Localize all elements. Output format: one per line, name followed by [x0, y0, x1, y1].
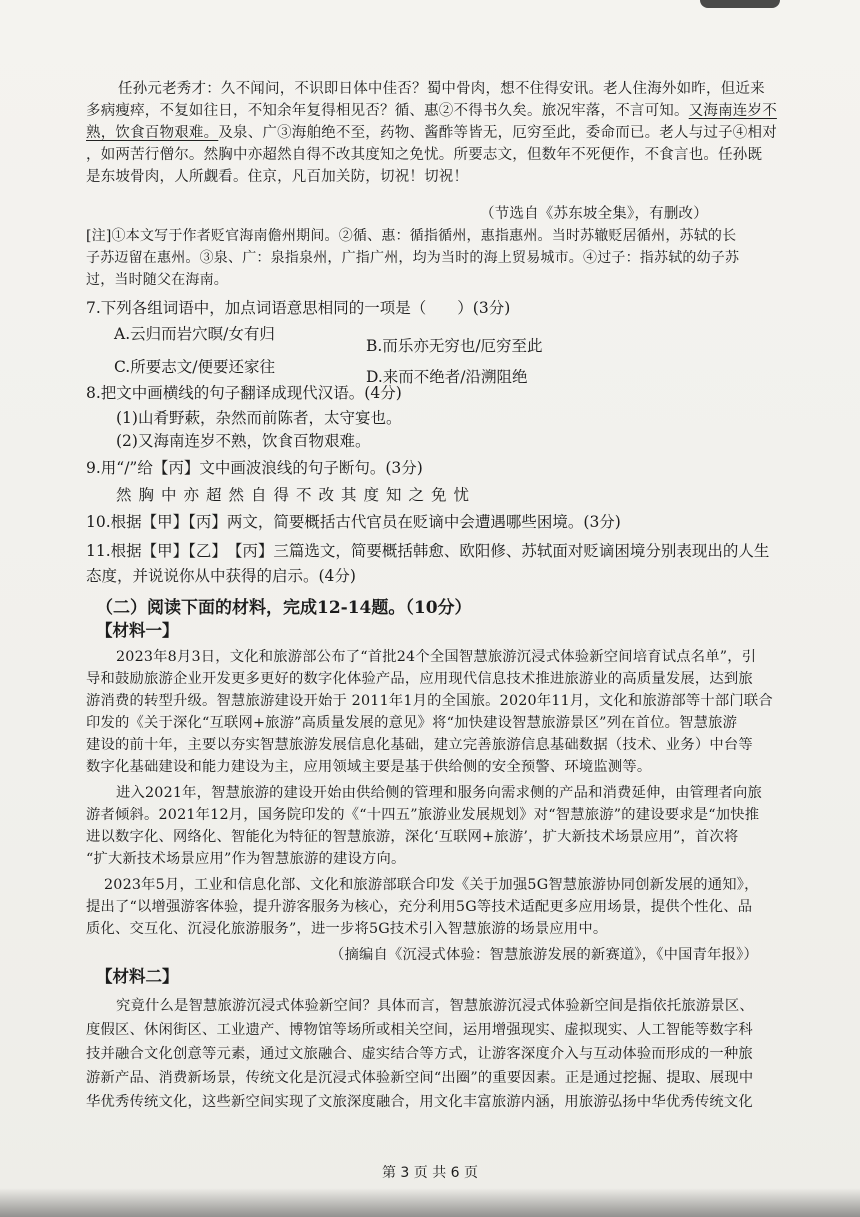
page-bottom-shadow [0, 1188, 860, 1217]
material-1-line-10: “扩大新技术场景应用”作为智慧旅游的建设方向。 [86, 851, 406, 867]
q9-sentence: 然胸中亦超然自得不改其度知之免忧 [116, 486, 477, 504]
material-2-line-1: 究竟什么是智慧旅游沉浸式体验新空间？具体而言，智慧旅游沉浸式体验新空间是指依托旅游景区、 [116, 998, 754, 1014]
letter-line-4: ，如两苦行僧尔。然胸中亦超然自得不改其度知之免忧。所要志文，但数年不死便作，不食言也。任孙既 [86, 147, 763, 163]
page-number-footer: 第 3 页 共 6 页 [381, 1165, 479, 1181]
underlined-sentence-part-1: 又海南连岁不 [688, 103, 777, 119]
material-1-line-6: 数字化基础建设和能力建设为主，应用领域主要是基于供给侧的安全预警、环境监测等。 [86, 759, 652, 775]
letter-line-2 [86, 100, 798, 122]
letter-line-1: 任孙元老秀才：久不闻问，不识即日体中佳否？蜀中骨肉，想不住得安讯。老人住海外如昨，但近来 [118, 81, 765, 97]
section-2-title: （二）阅读下面的材料，完成12-14题。（10分） [96, 598, 472, 618]
material-2-line-5: 华优秀传统文化，这些新空间实现了文旅深度融合，用文化丰富旅游内涵，用旅游弘扬中华优秀传统文化 [86, 1094, 753, 1110]
letter-line-3 [86, 122, 798, 144]
page-edge-shadow [700, 0, 780, 8]
underlined-sentence-part-2: 熟，饮食百物艰难。 [86, 125, 219, 141]
material-1-line-13: 质化、交互化、沉浸化旅游服务”，进一步将5G技术引入智慧旅游的场景应用中。 [86, 921, 608, 937]
q8-item-1: (1)山肴野蔌，杂然而前陈者，太守宴也。 [116, 409, 402, 427]
material-2-heading: 【材料二】 [96, 967, 179, 986]
question-9: 9.用“/”给【丙】文中画波浪线的句子断句。(3分) [86, 459, 423, 477]
note-line-1: [注]①本文写于作者贬官海南儋州期间。②循、惠：循指循州，惠指惠州。当时苏辙贬居循州，苏轼的长 [86, 228, 737, 244]
letter-line-5: 是东坡骨肉，人所觑看。住京，凡百加关防，切祝！切祝！ [86, 169, 469, 185]
q7-option-b: B.而乐亦无穷也/厄穷至此 [366, 337, 543, 355]
letter-line-3-text: 及泉、广③海舶绝不至，药物、酱酢等皆无，厄穷至此，委命而已。老人与过子④相对 [218, 125, 777, 141]
question-11-line-1: 11.根据【甲】【乙】 【丙】三篇选文，简要概括韩愈、欧阳修、苏轼面对贬谪困境分别表现出的人生 [86, 542, 770, 560]
material-2-line-3: 技并融合文化创意等元素，通过文旅融合、虚实结合等方式，让游客深度介入与互动体验而形成的一种旅 [86, 1046, 753, 1062]
material-1-line-9: 进以数字化、网络化、智能化为特征的智慧旅游，深化‘互联网+旅游’，扩大新技术场景应用”，首次将 [86, 829, 739, 845]
source-citation-1: （节选自《苏东坡全集》，有删改） [480, 206, 708, 222]
q8-item-2: (2)又海南连岁不熟，饮食百物艰难。 [116, 432, 371, 450]
material-1-line-8: 游者倾斜。2021年12月，国务院印发的《“十四五”旅游业发展规划》对“智慧旅游”的建设要求是“加快推 [86, 807, 760, 823]
material-1-line-4: 印发的《关于深化“互联网+旅游”高质量发展的意见》将“加快建设智慧旅游景区”列在首位。智慧旅游 [86, 715, 738, 731]
note-line-2: 子苏迈留在惠州。③泉、广：泉指泉州，广指广州，均为当时的海上贸易城市。④过子：指苏轼的幼子苏 [86, 250, 740, 266]
note-line-3: 过，当时随父在海南。 [86, 272, 228, 288]
q7-option-d: D.来而不绝者/沿溯阻绝 [366, 368, 528, 386]
material-2-line-2: 度假区、休闲街区、工业遗产、博物馆等场所或相关空间，运用增强现实、虚拟现实、人工智能等数字科 [86, 1022, 753, 1038]
material-1-heading: 【材料一】 [96, 621, 179, 640]
question-10: 10.根据【甲】【丙】两文，简要概括古代官员在贬谪中会遭遇哪些困境。(3分) [86, 513, 621, 531]
question-7: 7.下列各组词语中，加点词语意思相同的一项是（ ）(3分) [86, 299, 511, 317]
material-1-line-7: 进入2021年，智慧旅游的建设开始由供给侧的管理和服务向需求侧的产品和消费延伸，由管理者向旅 [116, 785, 763, 801]
question-8: 8.把文中画横线的句子翻译成现代汉语。(4分) [86, 384, 402, 402]
material-1-line-3: 游消费的转型升级。智慧旅游建设开始于 2011年1月的全国旅。2020年11月，文化和旅游部等十部门联合 [86, 693, 773, 709]
material-1-line-1: 2023年8月3日，文化和旅游部公布了“首批24个全国智慧旅游沉浸式体验新空间培育试点名单”，引 [116, 649, 757, 665]
q7-option-a: A.云归而岩穴暝/女有归 [114, 325, 275, 343]
material-1-line-5: 建设的前十年，主要以夯实智慧旅游发展信息化基础，建立完善旅游信息基础数据（技术、业务）中台等 [86, 737, 753, 753]
source-citation-2: （摘编自《沉浸式体验：智慧旅游发展的新赛道》，《中国青年报》） [330, 947, 758, 963]
material-1-line-12: 提出了“以增强游客体验，提升游客服务为核心，充分利用5G等技术适配更多应用场景，提供个性化、品 [86, 899, 753, 915]
q7-option-c: C.所要志文/便要还家往 [114, 358, 275, 376]
letter-line-2-text: 多病瘦瘁，不复如往日，不知余年复得相见否？循、惠②不得书久矣。旅况牢落，不言可知。 [86, 103, 689, 119]
question-11-line-2: 态度，并说说你从中获得的启示。(4分) [86, 567, 356, 585]
material-2-line-4: 游新产品、消费新场景，传统文化是沉浸式体验新空间“出圈”的重要因素。正是通过挖掘、提取、展现中 [86, 1070, 754, 1086]
material-1-line-2: 导和鼓励旅游企业开发更多更好的数字化体验产品，应用现代信息技术推进旅游业的高质量发展，达到旅 [86, 671, 753, 687]
material-1-line-11: 2023年5月，工业和信息化部、文化和旅游部联合印发《关于加强5G智慧旅游协同创新发展的通知》， [104, 877, 759, 893]
